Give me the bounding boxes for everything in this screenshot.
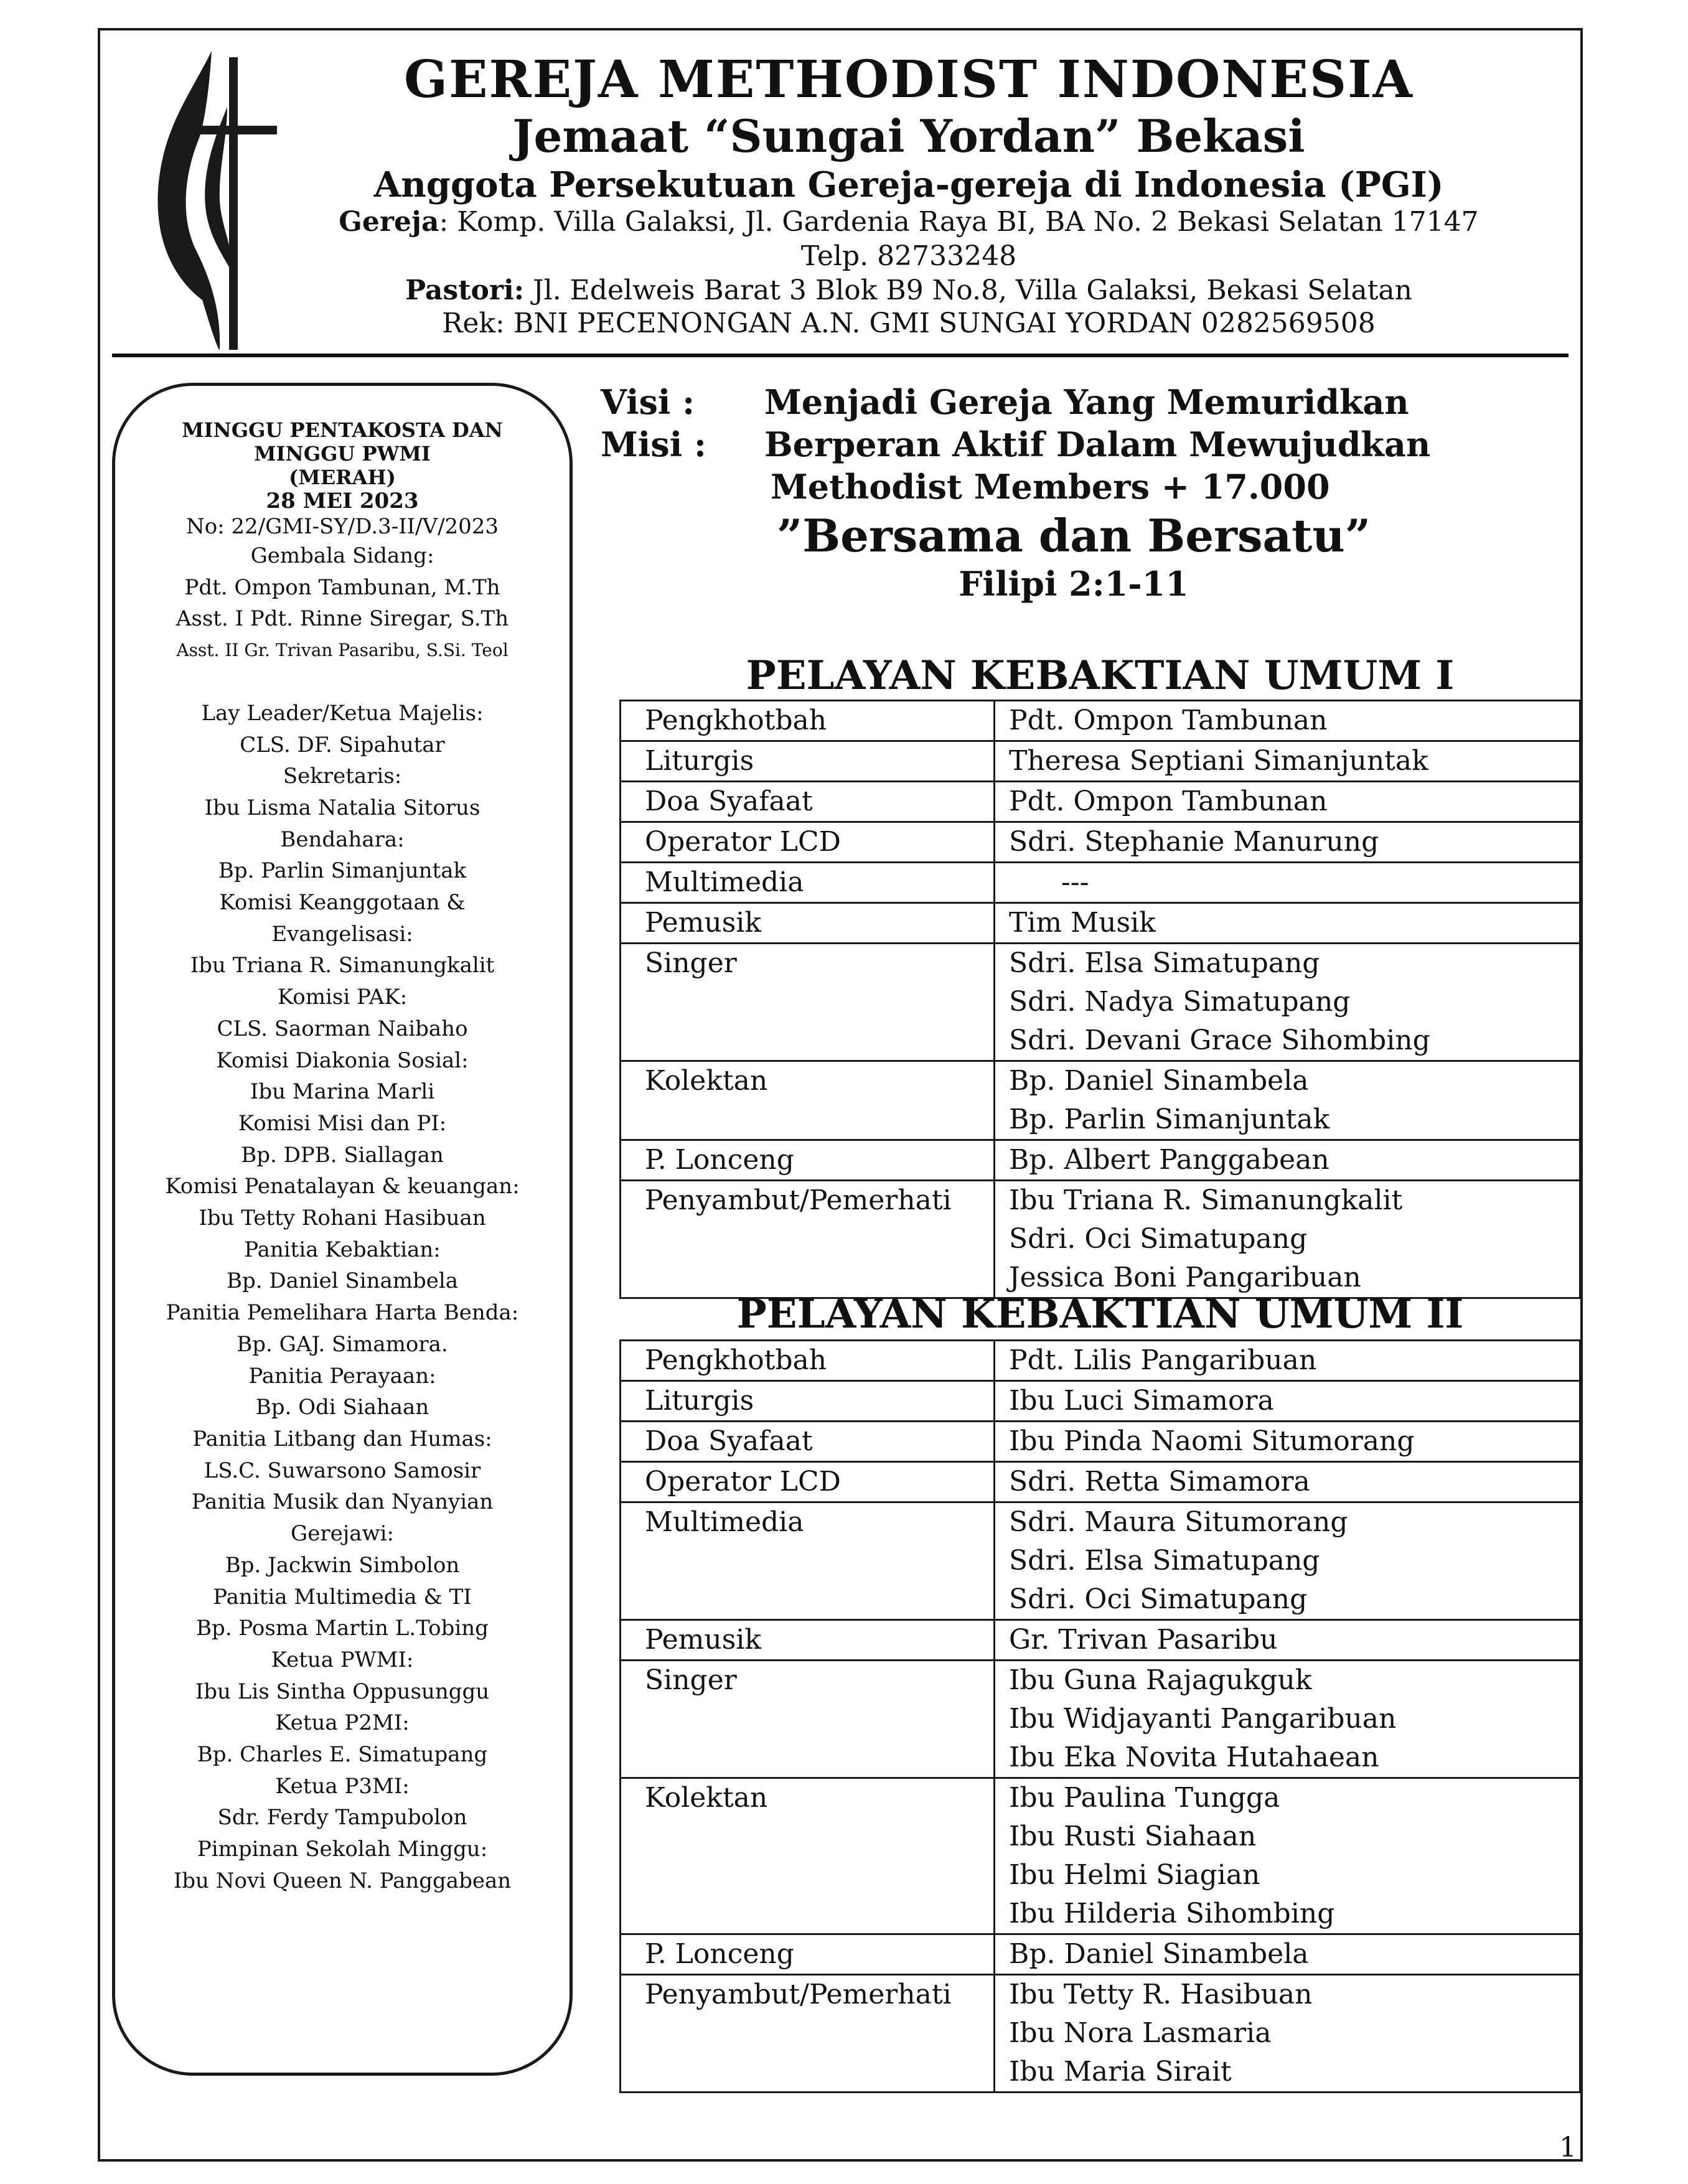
sidebar-line: Panitia Kebaktian: — [244, 1237, 441, 1262]
table-row — [621, 1620, 1580, 1661]
role-cell: Singer — [621, 944, 995, 1061]
names-cell — [995, 863, 1580, 903]
names-cell — [995, 1778, 1580, 1934]
names-cell — [995, 1381, 1580, 1422]
sidebar-line: Pimpinan Sekolah Minggu: — [197, 1837, 488, 1862]
sidebar-line: Ketua P3MI: — [275, 1773, 410, 1799]
person-name: Ibu Hilderia Sihombing — [1009, 1898, 1335, 1929]
service-date: 28 MEI 2023 — [266, 489, 419, 513]
role-cell: Kolektan — [621, 1778, 995, 1934]
role-cell: Pengkhotbah — [621, 1341, 995, 1381]
person-name: Sdri. Elsa Simatupang — [1009, 1545, 1320, 1577]
service-2-title: PELAYAN KEBAKTIAN UMUM II — [736, 1291, 1464, 1338]
table-row — [621, 1422, 1580, 1462]
names-cell — [995, 782, 1580, 822]
membership-line: Anggota Persekutuan Gereja-gereja di Indonesia (PGI) — [373, 164, 1444, 205]
sidebar-line: Ibu Lis Sintha Oppusunggu — [195, 1679, 490, 1704]
person-name: Sdri. Elsa Simatupang — [1009, 947, 1320, 979]
table-row — [621, 1061, 1580, 1140]
person-name: Sdri. Oci Simatupang — [1009, 1223, 1308, 1255]
sidebar-line: Sekretaris: — [283, 764, 402, 789]
person-name: Ibu Pinda Naomi Situmorang — [1009, 1425, 1415, 1457]
person-name: Sdri. Maura Situmorang — [1009, 1506, 1348, 1538]
occasion-line-3: (MERAH) — [289, 466, 396, 489]
person-name: Ibu Widjayanti Pangaribuan — [1009, 1703, 1397, 1735]
pastori-address-text: Jl. Edelweis Barat 3 Blok B9 No.8, Villa Galaksi, Bekasi Selatan — [524, 274, 1412, 306]
pastori-label: Pastori: — [405, 274, 524, 306]
table-row — [621, 1381, 1580, 1422]
sidebar-line: Komisi Keanggotaan & — [219, 890, 466, 916]
role-cell: Pemusik — [621, 903, 995, 944]
person-name: Ibu Eka Novita Hutahaean — [1009, 1741, 1379, 1773]
names-cell — [995, 944, 1580, 1061]
table-row — [621, 822, 1580, 863]
sidebar-line — [118, 667, 566, 698]
pastori-address — [274, 274, 1544, 307]
sidebar-line: Bp. Parlin Simanjuntak — [218, 858, 467, 884]
person-name: Pdt. Ompon Tambunan — [1009, 785, 1328, 817]
sidebar-line: Panitia Pemelihara Harta Benda: — [166, 1300, 519, 1326]
names-cell — [995, 903, 1580, 944]
misi-text-2: Methodist Members + 17.000 — [771, 467, 1330, 507]
table-row — [621, 701, 1580, 741]
sidebar-line: Ibu Novi Queen N. Panggabean — [173, 1868, 512, 1893]
sidebar-line: Panitia Musik dan Nyanyian — [191, 1489, 494, 1515]
role-cell: Pengkhotbah — [621, 701, 995, 741]
person-name: Bp. Daniel Sinambela — [1009, 1938, 1309, 1970]
names-cell — [995, 1341, 1580, 1381]
person-name: Sdri. Oci Simatupang — [1009, 1583, 1308, 1615]
names-cell — [995, 1502, 1580, 1620]
names-cell — [995, 1462, 1580, 1502]
person-name: Sdri. Retta Simamora — [1009, 1466, 1310, 1497]
table-row — [621, 1341, 1580, 1381]
sidebar-line: Bp. Jackwin Simbolon — [225, 1552, 460, 1578]
role-cell: Singer — [621, 1661, 995, 1778]
person-name: Sdri. Devani Grace Sihombing — [1009, 1024, 1430, 1056]
table-row — [621, 1181, 1580, 1298]
sidebar-line: Ibu Lisma Natalia Sitorus — [204, 795, 481, 820]
role-cell: P. Lonceng — [621, 1140, 995, 1181]
visi-text: Menjadi Gereja Yang Memuridkan — [764, 382, 1409, 422]
header-divider — [112, 354, 1568, 357]
bulletin-number: No: 22/GMI-SY/D.3-II/V/2023 — [185, 514, 499, 539]
sidebar-line: Komisi Penatalayan & keuangan: — [165, 1174, 520, 1199]
person-name: Ibu Paulina Tungga — [1009, 1782, 1280, 1814]
sidebar-line: Evangelisasi: — [271, 921, 413, 947]
person-name: Bp. Albert Panggabean — [1009, 1144, 1329, 1176]
sidebar-line: Bp. Posma Martin L.Tobing — [196, 1616, 489, 1641]
person-name: Bp. Parlin Simanjuntak — [1009, 1104, 1330, 1135]
sidebar-line: Ibu Triana R. Simanungkalit — [190, 953, 495, 978]
sidebar-line: Bp. GAJ. Simamora. — [237, 1331, 448, 1357]
misi-text-1: Berperan Aktif Dalam Mewujudkan — [764, 424, 1431, 464]
person-name: Ibu Nora Lasmaria — [1009, 2017, 1272, 2049]
sidebar-line: Gembala Sidang: — [250, 543, 434, 568]
table-row — [621, 741, 1580, 782]
person-name: Ibu Guna Rajagukguk — [1009, 1664, 1312, 1696]
person-name: Theresa Septiani Simanjuntak — [1009, 745, 1428, 777]
names-cell — [995, 741, 1580, 782]
names-cell — [995, 822, 1580, 863]
role-cell: Operator LCD — [621, 822, 995, 863]
names-cell — [995, 1620, 1580, 1661]
sidebar-line: Ibu Tetty Rohani Hasibuan — [199, 1206, 486, 1231]
role-cell: Liturgis — [621, 741, 995, 782]
sidebar-line: Panitia Multimedia & TI — [213, 1584, 472, 1610]
person-name: Ibu Luci Simamora — [1009, 1385, 1274, 1417]
person-name: Ibu Triana R. Simanungkalit — [1009, 1184, 1403, 1216]
person-name: Sdri. Nadya Simatupang — [1009, 986, 1351, 1018]
person-name: Sdri. Stephanie Manurung — [1009, 826, 1379, 858]
role-cell: Penyambut/Pemerhati — [621, 1181, 995, 1298]
person-name: Ibu Maria Sirait — [1009, 2056, 1232, 2088]
person-name: Ibu Rusti Siahaan — [1009, 1821, 1257, 1852]
sidebar-line: Sdr. Ferdy Tampubolon — [217, 1805, 467, 1830]
names-cell — [995, 1181, 1580, 1298]
phone: Telp. 82733248 — [800, 240, 1017, 272]
occasion-line-1: MINGGU PENTAKOSTA DAN — [182, 418, 503, 442]
person-name: Bp. Daniel Sinambela — [1009, 1065, 1309, 1097]
table-row — [621, 1975, 1580, 2093]
page-number: 1 — [1559, 2132, 1577, 2163]
church-label: Gereja — [339, 206, 439, 238]
sidebar-officers — [118, 540, 566, 1897]
service-2-table — [619, 1339, 1581, 2093]
person-name: Pdt. Lilis Pangaribuan — [1009, 1344, 1317, 1376]
sidebar — [118, 418, 566, 1897]
names-cell — [995, 1140, 1580, 1181]
sidebar-line: Ketua PWMI: — [271, 1647, 414, 1672]
table-row — [621, 1502, 1580, 1620]
table-row — [621, 1462, 1580, 1502]
sidebar-line: Bp. Odi Siahaan — [255, 1395, 429, 1420]
sidebar-line: Bp. DPB. Siallagan — [241, 1142, 444, 1168]
person-name: Pdt. Ompon Tambunan — [1009, 705, 1328, 736]
table-row — [621, 1778, 1580, 1934]
sidebar-line: Komisi PAK: — [277, 985, 408, 1010]
sidebar-line: Asst. I Pdt. Rinne Siregar, S.Th — [176, 606, 509, 632]
sidebar-line: Gerejawi: — [291, 1521, 394, 1547]
role-cell: P. Lonceng — [621, 1934, 995, 1975]
role-cell: Liturgis — [621, 1381, 995, 1422]
person-name: --- — [1009, 866, 1089, 898]
person-name: Ibu Tetty R. Hasibuan — [1009, 1979, 1313, 2010]
role-cell: Multimedia — [621, 863, 995, 903]
sidebar-line: Bp. Daniel Sinambela — [226, 1268, 459, 1294]
table-row — [621, 782, 1580, 822]
sidebar-line: Bp. Charles E. Simatupang — [197, 1742, 488, 1768]
role-cell: Kolektan — [621, 1061, 995, 1140]
table-row — [621, 863, 1580, 903]
sidebar-line: Pdt. Ompon Tambunan, M.Th — [184, 574, 500, 600]
sidebar-line: Lay Leader/Ketua Majelis: — [201, 700, 484, 726]
role-cell: Penyambut/Pemerhati — [621, 1975, 995, 2093]
role-cell: Multimedia — [621, 1502, 995, 1620]
sidebar-line: Panitia Litbang dan Humas: — [192, 1426, 492, 1451]
cross-and-flame-icon — [152, 39, 277, 350]
table-row — [621, 1934, 1580, 1975]
person-name: Tim Musik — [1009, 907, 1156, 939]
role-cell: Pemusik — [621, 1620, 995, 1661]
sidebar-line: LS.C. Suwarsono Samosir — [204, 1458, 481, 1483]
misi-label: Misi : — [601, 424, 706, 464]
table-row — [621, 944, 1580, 1061]
table-row — [621, 1140, 1580, 1181]
church-address-text: : Komp. Villa Galaksi, Jl. Gardenia Raya BI, BA No. 2 Bekasi Selatan 17147 — [439, 206, 1479, 238]
names-cell — [995, 1975, 1580, 2093]
sidebar-line: Komisi Diakonia Sosial: — [216, 1047, 469, 1073]
person-name: Ibu Helmi Siagian — [1009, 1859, 1260, 1891]
table-row — [621, 1661, 1580, 1778]
table-row — [621, 903, 1580, 944]
occasion-line-2: MINGGU PWMI — [254, 442, 431, 466]
sidebar-line: Komisi Misi dan PI: — [238, 1110, 447, 1136]
church-address — [274, 205, 1544, 239]
sidebar-line: Panitia Perayaan: — [248, 1363, 436, 1389]
bank-account: Rek: BNI PECENONGAN A.N. GMI SUNGAI YORDAN 0282569508 — [442, 307, 1376, 339]
sidebar-line: CLS. DF. Sipahutar — [240, 732, 445, 757]
theme: ”Bersama dan Bersatu” — [776, 509, 1371, 562]
service-1-title: PELAYAN KEBAKTIAN UMUM I — [746, 652, 1455, 699]
sidebar-line: Bendahara: — [280, 827, 405, 852]
visi-label: Visi : — [601, 382, 695, 422]
names-cell — [995, 1934, 1580, 1975]
service-1-table — [619, 700, 1581, 1299]
names-cell — [995, 1061, 1580, 1140]
names-cell — [995, 1661, 1580, 1778]
sidebar-line: CLS. Saorman Naibaho — [217, 1016, 468, 1041]
names-cell — [995, 701, 1580, 741]
person-name: Jessica Boni Pangaribuan — [1009, 1262, 1361, 1293]
sidebar-line: Asst. II Gr. Trivan Pasaribu, S.Si. Teol — [176, 640, 509, 661]
person-name: Gr. Trivan Pasaribu — [1009, 1624, 1278, 1656]
sidebar-line: Ketua P2MI: — [275, 1710, 410, 1736]
role-cell: Doa Syafaat — [621, 1422, 995, 1462]
names-cell — [995, 1422, 1580, 1462]
bible-verse: Filipi 2:1-11 — [959, 564, 1189, 604]
role-cell: Operator LCD — [621, 1462, 995, 1502]
congregation-name: Jemaat “Sungai Yordan” Bekasi — [512, 110, 1305, 162]
role-cell: Doa Syafaat — [621, 782, 995, 822]
sidebar-line: Ibu Marina Marli — [250, 1079, 435, 1105]
church-title: GEREJA METHODIST INDONESIA — [403, 50, 1414, 110]
